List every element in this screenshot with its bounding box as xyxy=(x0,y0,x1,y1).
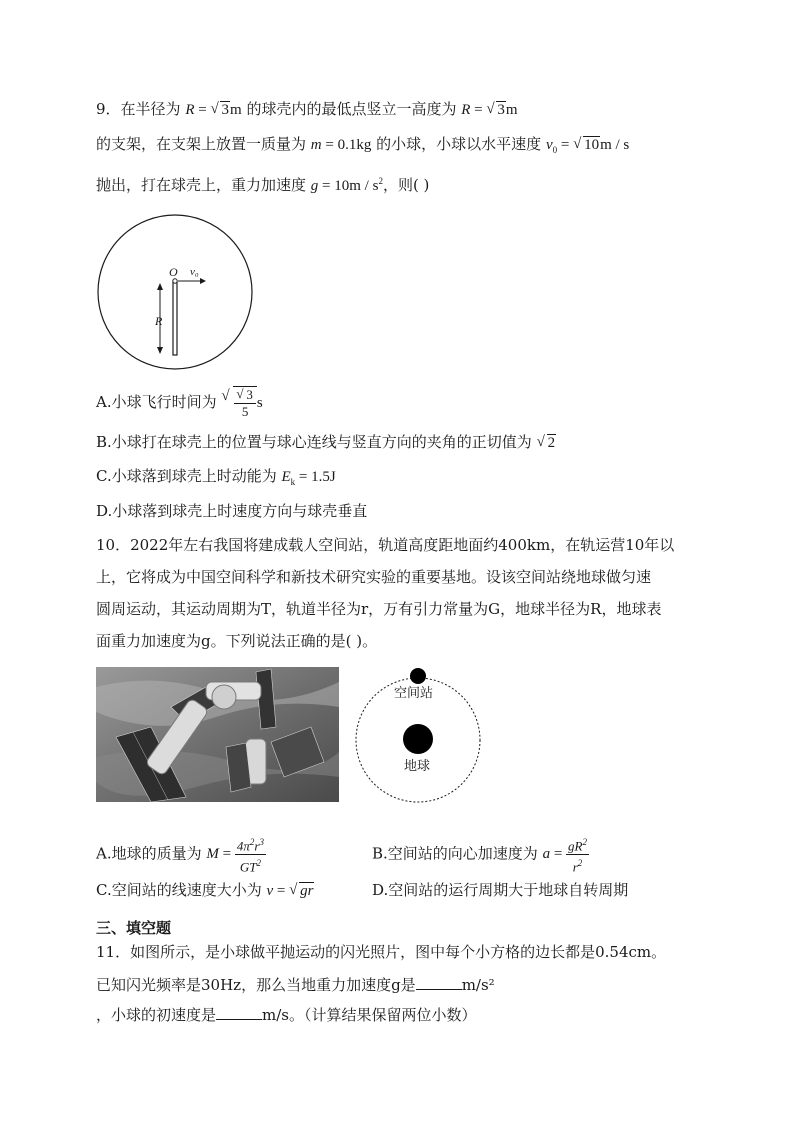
q10-line4: 面重力加速度为g。下列说法正确的是( )。 xyxy=(96,632,378,650)
q10-option-c-value: v = √ gr xyxy=(267,883,315,899)
v0-arrow-head xyxy=(200,278,206,284)
q9-sphere-figure xyxy=(96,212,258,372)
r-dim-arrow-top xyxy=(157,283,163,290)
q10-option-b: B.空间站的向心加速度为 a = $\frac{gR^2}{r^2}$ xyxy=(372,834,589,876)
q11-line2: 已知闪光频率是30Hz，那么当地重力加速度g是 m/s² xyxy=(96,976,495,994)
r-dim-arrow-bottom xyxy=(157,347,163,354)
q10-option-a: A.地球的质量为 M = $\frac{4\pi^2r^3}{GT^2}$ xyxy=(96,834,266,876)
label-r: R xyxy=(155,314,163,328)
q10-option-a-value: M = $\frac{4\pi^2r^3}{GT^2}$ xyxy=(206,846,266,862)
label-earth: 地球 xyxy=(404,759,431,774)
q9-mass-eq: m = 0.1kg xyxy=(310,137,372,153)
q9-option-a: A.小球飞行时间为 √ √ $\frac{3}{5}$ s xyxy=(96,386,263,420)
support-stand xyxy=(173,282,177,355)
orbit-diagram xyxy=(352,664,484,804)
gravity-answer-blank[interactable] xyxy=(416,975,462,990)
q10-line1: 10．2022年左右我国将建成载人空间站，轨道高度距地面约400km，在轨运营10年以 xyxy=(96,536,675,554)
q9-height-eq: R = √ 3m xyxy=(461,102,517,118)
q9-number: 9． xyxy=(96,100,121,118)
q9-g-eq: $g = 10m / s^2$ xyxy=(310,176,383,194)
q9-v0-eq: $v_0$ = √ 10m / s xyxy=(546,137,629,153)
q9-option-d: D.小球落到球壳上时速度方向与球壳垂直 xyxy=(96,502,368,520)
q11-line3: ，小球的初速度是 m/s。（计算结果保留两位小数） xyxy=(96,1006,477,1024)
earth-dot xyxy=(403,724,433,754)
label-v0: v₀ xyxy=(190,266,199,278)
space-station-photo xyxy=(96,667,339,802)
q9-option-b: B.小球打在球壳上的位置与球心连线与竖直方向的夹角的正切值为 √ 2 xyxy=(96,431,556,454)
label-o: O xyxy=(169,265,178,279)
q9-radius-eq: R = √ 3m xyxy=(185,102,241,118)
q11-line1: 11．如图所示，是小球做平抛运动的闪光照片，图中每个小方格的边长都是0.54cm。 xyxy=(96,943,667,961)
q10-line3: 圆周运动，其运动周期为T，轨道半径为r，万有引力常量为G，地球半径为R，地球表 xyxy=(96,600,662,618)
q9-line1: 9．在半径为 R = √ 3m 的球壳内的最低点竖立一高度为 R = √ 3m xyxy=(96,98,518,121)
section-fill-in-title: 三、填空题 xyxy=(96,919,172,937)
sphere-shell xyxy=(98,215,252,369)
q10-option-d: D.空间站的运行周期大于地球自转周期 xyxy=(372,881,629,899)
q10-option-c: C.空间站的线速度大小为 v = √ gr xyxy=(96,879,314,902)
q10-option-b-value: a = $\frac{gR^2}{r^2}$ xyxy=(543,846,589,862)
q9-option-b-value: √ 2 xyxy=(537,435,557,451)
space-station-dot xyxy=(410,668,426,684)
q10-line2: 上，它将成为中国空间科学和新技术研究实验的重要基地。设该空间站绕地球做匀速 xyxy=(96,568,652,586)
q9-option-c-value: $E_k = 1.5J$ xyxy=(281,469,336,487)
q9-line3: 抛出，打在球壳上，重力加速度 $g = 10m / s^2$，则( ) xyxy=(96,176,430,194)
velocity-answer-blank[interactable] xyxy=(216,1005,262,1020)
q9-option-a-value: √ √ $\frac{3}{5}$ s xyxy=(221,395,262,411)
ball-o xyxy=(173,279,177,283)
q9-option-c: C.小球落到球壳上时动能为 $E_k = 1.5J$ xyxy=(96,467,336,487)
q9-line2: 的支架，在支架上放置一质量为 m = 0.1kg 的小球，小球以水平速度 $v_0$ = √ 10m / s xyxy=(96,133,629,161)
label-space-station: 空间站 xyxy=(394,686,434,701)
